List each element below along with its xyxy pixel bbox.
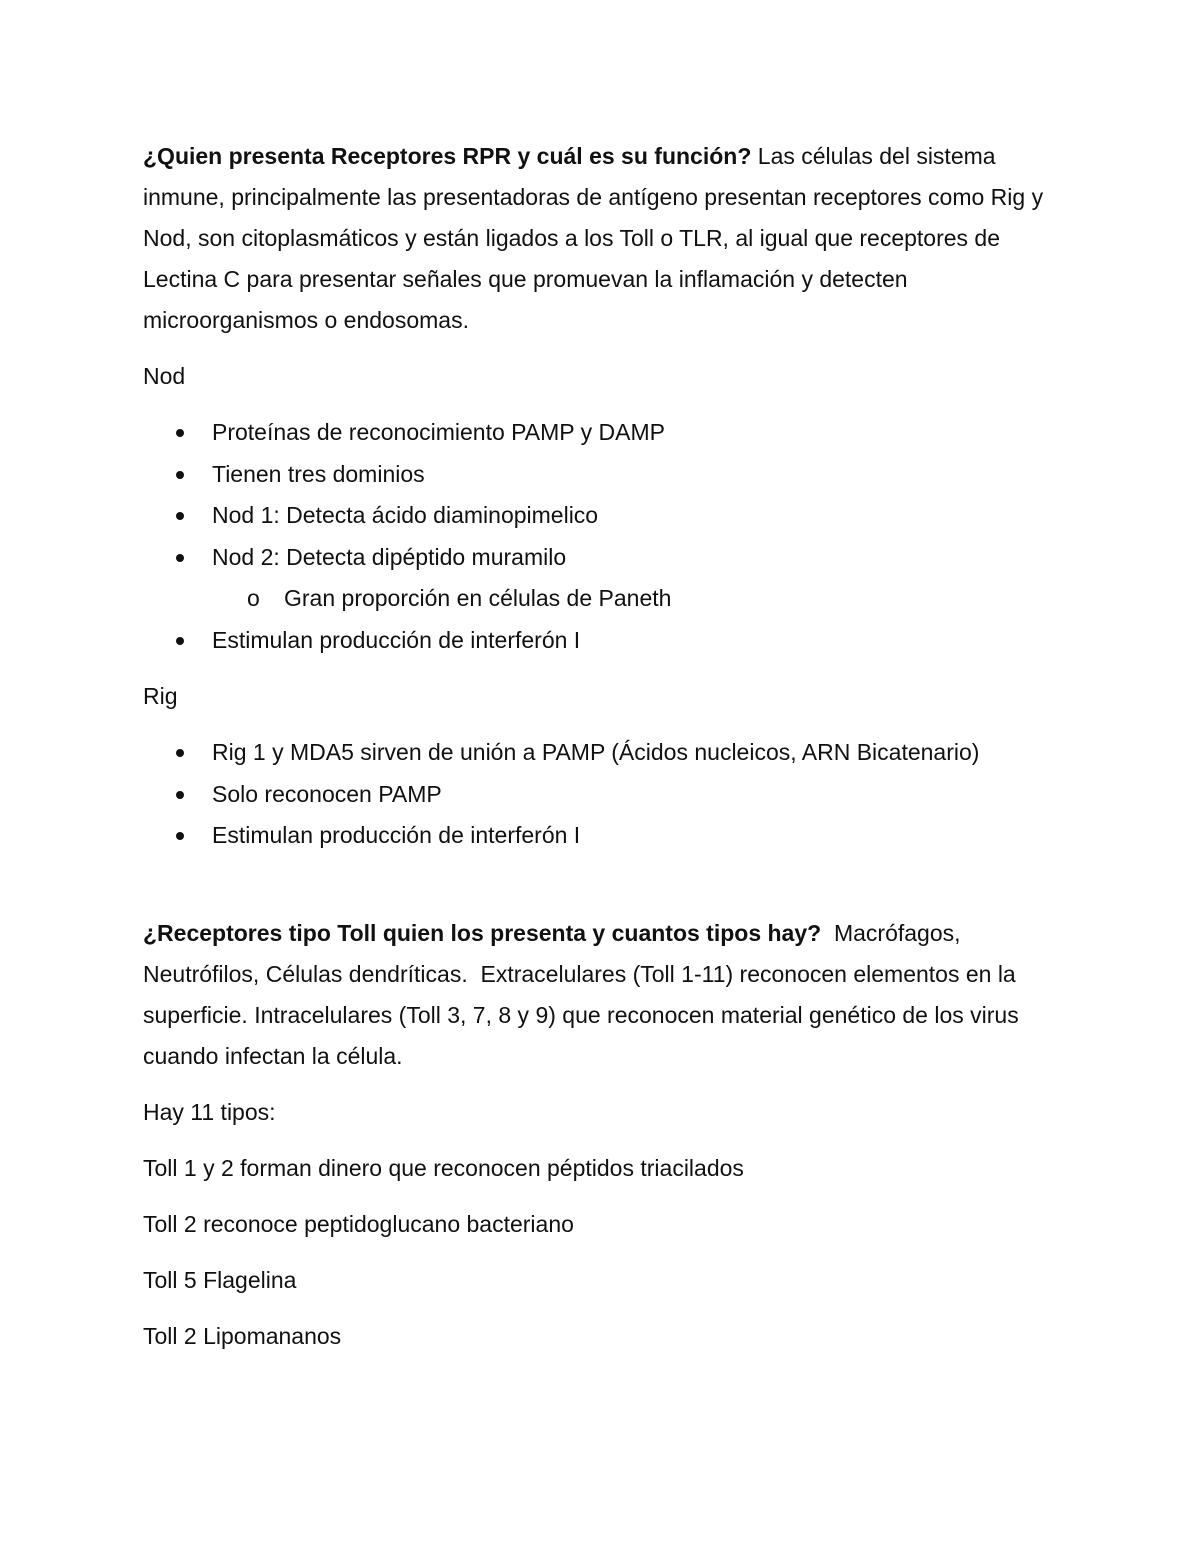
toll-line: Toll 2 Lipomananos xyxy=(143,1322,342,1349)
list-item: Proteínas de reconocimiento PAMP y DAMP xyxy=(143,412,1063,454)
section1-answer: Las células del sistema inmune, principalmente las presentadoras de antígeno presentan receptores como Rig y Nod, son citoplasmáticos y están ligados a los Toll o TLR, al igual que receptores de Lectina C para presentar señales que promuevan la inflamación y detecten microorganismos o endosomas. xyxy=(143,143,1044,333)
bullet-icon xyxy=(176,512,184,520)
bullet-icon xyxy=(176,471,184,479)
blank-line xyxy=(143,872,1063,913)
toll-line: Toll 2 reconoce peptidoglucano bacteriano xyxy=(143,1210,574,1237)
list-item: Solo reconocen PAMP xyxy=(143,774,1063,816)
section1-question: ¿Quien presenta Receptores RPR y cuál es su función? xyxy=(143,143,752,169)
rig-heading: Rig xyxy=(143,683,178,709)
toll-line: Toll 1 y 2 forman dinero que reconocen péptidos triacilados xyxy=(143,1154,744,1181)
bullet-icon xyxy=(176,832,184,840)
list-item: Tienen tres dominios xyxy=(143,454,1063,496)
document-page xyxy=(143,136,1063,1372)
list-item: Rig 1 y MDA5 sirven de unión a PAMP (Ácidos nucleicos, ARN Bicatenario) xyxy=(143,732,1063,774)
list-item: Nod 2: Detecta dipéptido muramilo xyxy=(143,537,1063,579)
toll-line: Toll 5 Flagelina xyxy=(143,1266,297,1293)
list-item: Nod 1: Detecta ácido diaminopimelico xyxy=(143,495,1063,537)
sub-list-item: o Gran proporción en células de Paneth xyxy=(143,578,1063,620)
section2-paragraph xyxy=(143,913,1063,1077)
bullet-icon xyxy=(176,749,184,757)
nod-list xyxy=(143,412,1063,661)
nod-heading: Nod xyxy=(143,363,186,389)
sub-bullet-marker: o xyxy=(247,585,260,611)
bullet-icon xyxy=(176,554,184,562)
bullet-icon xyxy=(176,791,184,799)
section1-paragraph xyxy=(143,136,1063,341)
rig-list xyxy=(143,732,1063,857)
section2-question: ¿Receptores tipo Toll quien los presenta y cuantos tipos hay? xyxy=(143,919,822,946)
types-intro: Hay 11 tipos: xyxy=(143,1098,276,1125)
section2-answer: Macrófagos, Neutrófilos, Células dendríticas. Extracelulares (Toll 1-11) reconocen elementos en la superficie. Intracelulares (Toll 3, 7, 8 y 9) que reconocen material genético de los virus cuando infectan la célula. xyxy=(143,919,1026,1069)
bullet-icon xyxy=(176,429,184,437)
list-item: Estimulan producción de interferón I xyxy=(143,620,1063,662)
list-item: Estimulan producción de interferón I xyxy=(143,815,1063,857)
bullet-icon xyxy=(176,637,184,645)
